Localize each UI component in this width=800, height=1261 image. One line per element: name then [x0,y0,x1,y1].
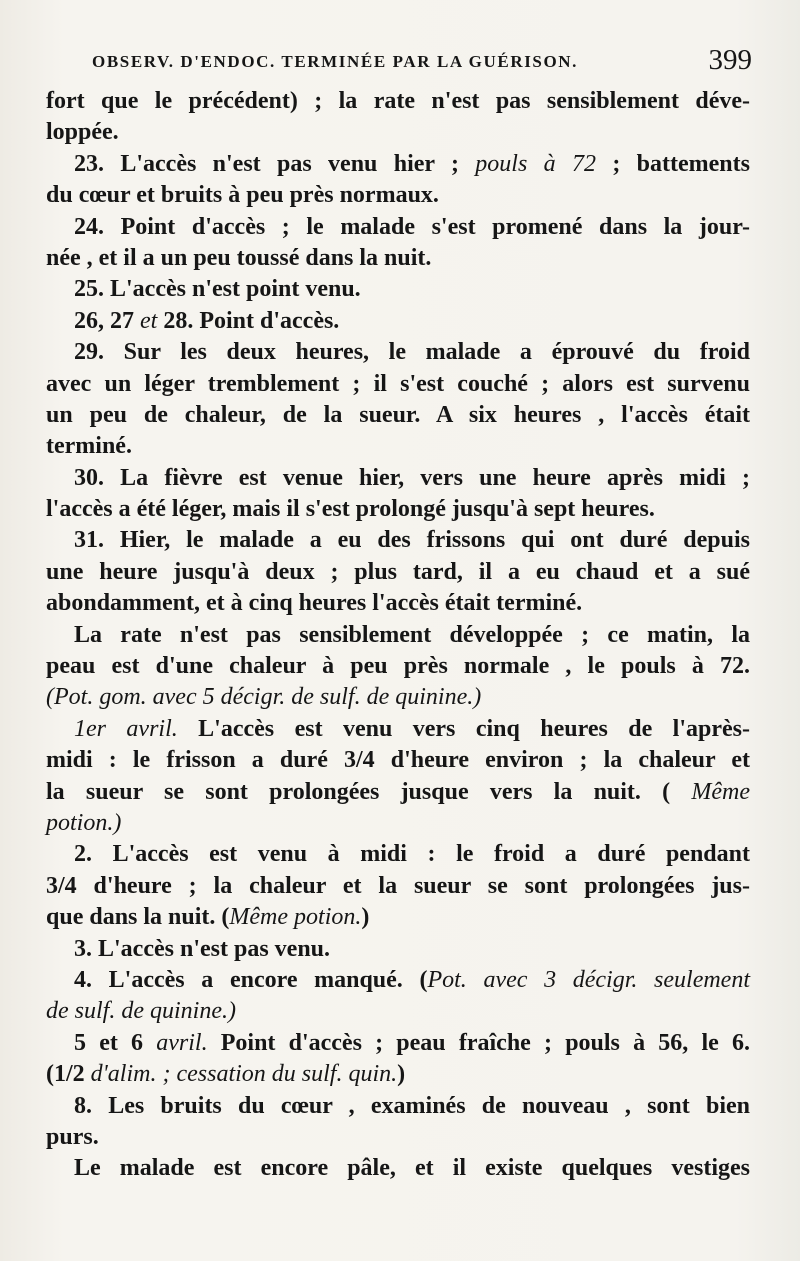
text-line [46,180,750,211]
text-line [46,86,750,117]
text-segment: 4. L'accès a encore manqué. ( [74,966,428,993]
text-segment: Point d'accès ; peau fraîche ; pouls à 56, le 6. [207,1029,750,1056]
italic-text: Pot. avec 3 décigr. seulement [427,966,750,993]
text-segment: L'accès est venu vers cinq heures de l'après- [177,715,750,742]
text-segment: l'accès a été léger, mais il s'est prolongé jusqu'à sept heures. [46,496,655,523]
text-line [46,1091,750,1122]
text-segment: 23. L'accès n'est pas venu hier ; [74,150,476,177]
text-line [46,274,750,305]
text-line [46,400,750,431]
text-line [46,1059,750,1090]
italic-text: Même potion. [229,904,362,931]
text-segment: 3. L'accès n'est pas venu. [74,935,331,962]
text-segment: que dans la nuit. ( [46,904,230,931]
text-line [46,494,750,525]
text-segment: loppée. [46,119,119,146]
italic-text: d'alim. ; cessation du sulf. quin. [90,1061,398,1088]
text-line [46,682,750,713]
text-segment: 28. Point d'accès. [157,307,340,334]
text-line [46,620,750,651]
text-line [46,243,750,274]
text-segment: 26, 27 [74,307,140,334]
text-segment: terminé. [46,433,132,460]
italic-text: pouls à 72 [475,150,596,177]
text-segment: La rate n'est pas sensiblement développée ; ce matin, la [74,621,750,648]
italic-text: potion.) [46,809,122,836]
text-line [46,369,750,400]
text-segment: 29. Sur les deux heures, le malade a éprouvé du froid [74,339,750,366]
text-line [46,808,750,839]
text-line [46,777,750,808]
text-line [46,965,750,996]
text-line [46,337,750,368]
text-segment: née , et il a un peu toussé dans la nuit. [46,244,432,271]
italic-text: de sulf. de quinine.) [46,998,236,1025]
text-segment: (1/2 [46,1061,91,1088]
text-line [46,714,750,745]
italic-text: avril. [156,1029,208,1056]
text-line [46,1122,750,1153]
text-line [46,1028,750,1059]
text-line [46,839,750,870]
text-line [46,588,750,619]
text-line [46,902,750,933]
text-segment: ; battements [596,150,750,177]
body-text [46,86,750,1185]
text-line [46,871,750,902]
text-segment: fort que le précédent) ; la rate n'est pas sensiblement déve- [46,88,750,114]
text-segment: une heure jusqu'à deux ; plus tard, il a eu chaud et a sué [46,558,750,585]
text-line [46,1153,750,1184]
text-segment: ) [397,1061,406,1088]
text-line [46,651,750,682]
text-line [46,745,750,776]
text-line [46,557,750,588]
text-line [46,212,750,243]
text-segment: 8. Les bruits du cœur , examinés de nouveau , sont bien [74,1092,750,1119]
italic-text: Même [691,778,750,805]
italic-text: 1er avril. [74,715,178,742]
text-segment: Le malade est encore pâle, et il existe quelques vestiges [74,1155,750,1182]
text-line [46,996,750,1027]
text-line [46,525,750,556]
text-line [46,431,750,462]
text-segment: purs. [46,1123,99,1150]
text-line [46,149,750,180]
page-number: 399 [708,44,752,76]
text-segment: peau est d'une chaleur à peu près normale , le pouls à 72. [46,653,750,680]
text-segment: 24. Point d'accès ; le malade s'est promené dans la jour- [74,213,750,240]
text-segment: midi : le frisson a duré 3/4 d'heure environ ; la chaleur et [46,747,750,774]
italic-text: et [140,307,158,334]
text-segment: 5 et 6 [74,1029,157,1056]
text-segment: 31. Hier, le malade a eu des frissons qui ont duré depuis [74,527,750,554]
text-segment: avec un léger tremblement ; il s'est couché ; alors est survenu [46,370,750,397]
text-segment: abondamment, et à cinq heures l'accès était terminé. [46,590,583,617]
running-head [92,46,752,76]
text-segment: un peu de chaleur, de la sueur. A six heures , l'accès était [46,401,750,428]
text-segment: la sueur se sont prolongées jusque vers la nuit. ( [46,778,692,805]
text-segment: ) [361,904,370,931]
text-segment: du cœur et bruits à peu près normaux. [46,182,439,209]
text-line [46,463,750,494]
text-line [46,306,750,337]
text-segment: 30. La fièvre est venue hier, vers une heure après midi ; [74,464,750,491]
running-title: OBSERV. D'ENDOC. TERMINÉE PAR LA GUÉRISON. [92,52,579,71]
text-line [46,117,750,148]
text-segment: 25. L'accès n'est point venu. [74,276,361,303]
text-segment: 2. L'accès est venu à midi : le froid a duré pendant [74,841,750,868]
text-line [46,934,750,965]
italic-text: (Pot. gom. avec 5 décigr. de sulf. de quinine.) [46,684,482,711]
text-segment: 3/4 d'heure ; la chaleur et la sueur se sont prolongées jus- [46,872,750,899]
